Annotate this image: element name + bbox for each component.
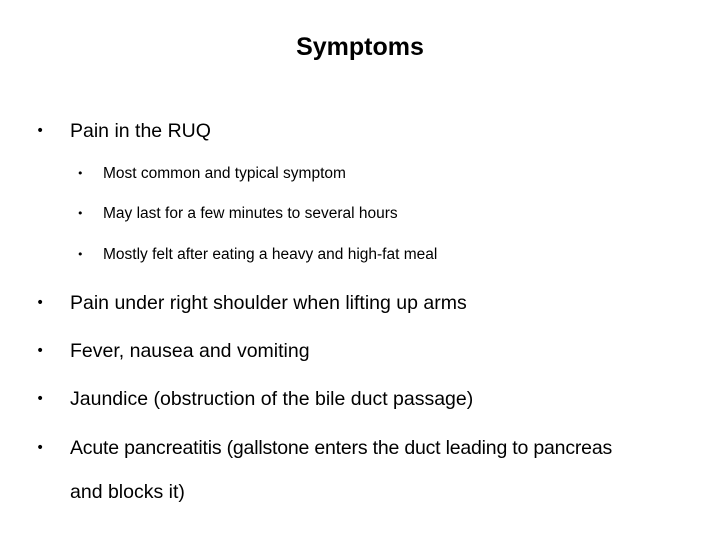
bullet-marker: • xyxy=(36,295,45,311)
slide-title: Symptoms xyxy=(296,33,424,61)
bullet-text: May last for a few minutes to several hours xyxy=(103,205,398,222)
bullet-item xyxy=(36,435,613,461)
bullet-item xyxy=(36,118,211,144)
bullet-text: and blocks it) xyxy=(70,481,185,503)
bullet-text: Most common and typical symptom xyxy=(103,165,346,182)
bullet-item xyxy=(36,290,467,316)
bullet-text: Jaundice (obstruction of the bile duct passage) xyxy=(70,388,474,410)
sub-bullet-item xyxy=(77,164,346,184)
bullet-text: Pain in the RUQ xyxy=(70,120,211,142)
bullet-continuation xyxy=(70,479,185,505)
bullet-marker: • xyxy=(77,207,84,220)
bullet-marker: • xyxy=(36,440,45,456)
sub-bullet-item xyxy=(77,204,398,224)
bullet-text: Mostly felt after eating a heavy and high-fat meal xyxy=(103,246,438,263)
bullet-marker: • xyxy=(77,248,84,261)
bullet-text: Fever, nausea and vomiting xyxy=(70,340,310,362)
bullet-text: Acute pancreatitis (gallstone enters the duct leading to pancreas xyxy=(70,437,613,459)
bullet-marker: • xyxy=(36,123,45,139)
bullet-item xyxy=(36,386,474,412)
bullet-item xyxy=(36,338,310,364)
bullet-text: Pain under right shoulder when lifting up arms xyxy=(70,292,467,314)
bullet-marker: • xyxy=(36,391,45,407)
sub-bullet-item xyxy=(77,245,438,265)
bullet-marker: • xyxy=(36,343,45,359)
bullet-marker: • xyxy=(77,167,84,180)
